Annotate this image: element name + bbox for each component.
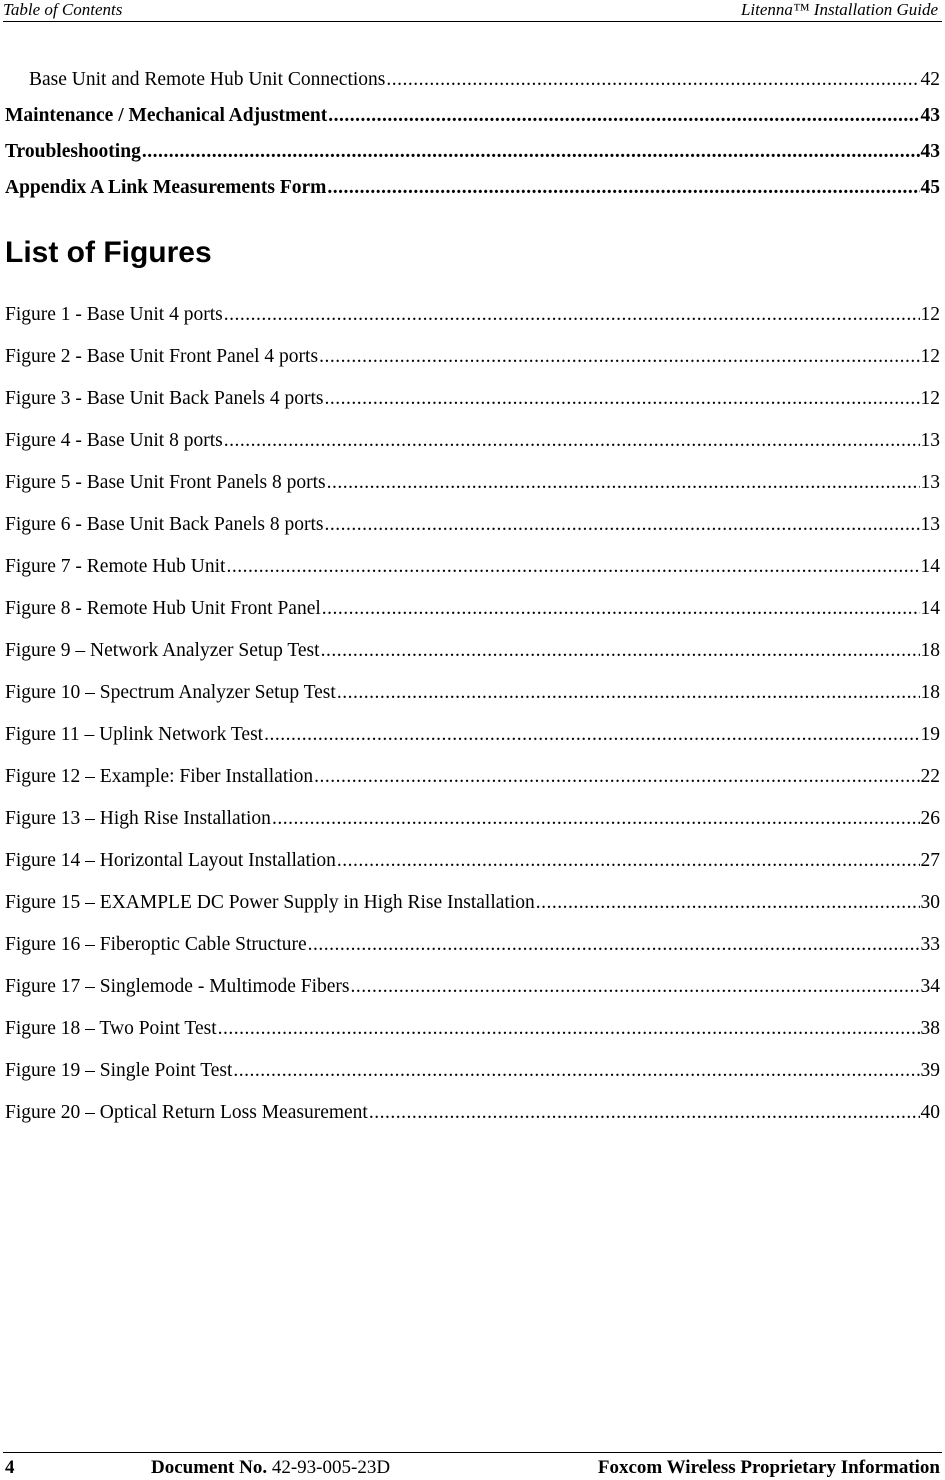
dot-leader — [327, 176, 919, 200]
toc-entry[interactable] — [5, 68, 940, 92]
dot-leader — [328, 104, 919, 128]
figure-entry-title: Figure 4 - Base Unit 8 ports — [5, 430, 223, 451]
proprietary-notice: Foxcom Wireless Proprietary Information — [597, 1457, 940, 1478]
figure-entry-title: Figure 1 - Base Unit 4 ports — [5, 304, 223, 325]
figure-entry[interactable] — [5, 1059, 940, 1083]
figure-entry-title: Figure 7 - Remote Hub Unit — [5, 556, 226, 577]
figure-entry[interactable] — [5, 303, 940, 327]
figure-entry[interactable] — [5, 849, 940, 873]
figure-entry-title: Figure 12 – Example: Fiber Installation — [5, 766, 314, 787]
figure-entry[interactable] — [5, 513, 940, 537]
toc-entry[interactable] — [5, 176, 940, 200]
dot-leader — [350, 975, 919, 999]
figure-entry[interactable] — [5, 471, 940, 495]
figure-entry-title: Figure 3 - Base Unit Back Panels 4 ports — [5, 388, 324, 409]
figure-entry-title: Figure 13 – High Rise Installation — [5, 808, 271, 829]
dot-leader — [272, 807, 920, 831]
figure-entry-page: 38 — [920, 1018, 940, 1039]
dot-leader — [369, 1101, 920, 1125]
figure-entry-page: 22 — [920, 766, 940, 787]
dot-leader — [322, 597, 920, 621]
figure-entry-title: Figure 20 – Optical Return Loss Measurement — [5, 1102, 368, 1123]
figure-entry[interactable] — [5, 639, 940, 663]
toc-entry-title: Maintenance / Mechanical Adjustment — [5, 105, 328, 126]
figure-entry-title: Figure 9 – Network Analyzer Setup Test — [5, 640, 320, 661]
toc-entry-page: 43 — [920, 105, 940, 126]
header-section-title: Table of Contents — [3, 0, 123, 19]
figure-entry[interactable] — [5, 975, 940, 999]
figure-entry-title: Figure 19 – Single Point Test — [5, 1060, 233, 1081]
toc-entry-title: Troubleshooting — [5, 141, 141, 162]
figure-entry-page: 27 — [920, 850, 940, 871]
document-number-label: Document No. — [151, 1457, 268, 1478]
dot-leader — [264, 723, 919, 747]
dot-leader — [337, 849, 920, 873]
dot-leader — [321, 639, 920, 663]
header-document-title: Litenna™ Installation Guide — [740, 0, 938, 19]
figure-entry[interactable] — [5, 429, 940, 453]
dot-leader — [224, 429, 920, 453]
toc-entry-title: Base Unit and Remote Hub Unit Connections — [29, 69, 386, 90]
figure-entry-title: Figure 2 - Base Unit Front Panel 4 ports — [5, 346, 319, 367]
dot-leader — [386, 68, 919, 92]
figure-entry-title: Figure 17 – Singlemode - Multimode Fibers — [5, 976, 350, 997]
figure-entry[interactable] — [5, 807, 940, 831]
toc-entry-page: 45 — [920, 177, 940, 198]
dot-leader — [536, 891, 920, 915]
figure-entry[interactable] — [5, 723, 940, 747]
figure-entry-title: Figure 11 – Uplink Network Test — [5, 724, 264, 745]
toc-entry[interactable] — [5, 104, 940, 128]
figure-entry[interactable] — [5, 1017, 940, 1041]
dot-leader — [226, 555, 919, 579]
figure-entry-page: 34 — [920, 976, 940, 997]
figure-entry-page: 26 — [920, 808, 940, 829]
dot-leader — [327, 471, 920, 495]
figure-entry-page: 39 — [920, 1060, 940, 1081]
dot-leader — [142, 140, 920, 164]
figure-entry-title: Figure 8 - Remote Hub Unit Front Panel — [5, 598, 321, 619]
figure-entry[interactable] — [5, 681, 940, 705]
figure-entry-title: Figure 15 – EXAMPLE DC Power Supply in High Rise Installation — [5, 892, 535, 913]
dot-leader — [218, 1017, 920, 1041]
figure-entry-page: 13 — [920, 472, 940, 493]
dot-leader — [337, 681, 920, 705]
dot-leader — [224, 303, 920, 327]
figure-entry[interactable] — [5, 933, 940, 957]
figure-entry-title: Figure 16 – Fiberoptic Cable Structure — [5, 934, 307, 955]
figure-entry-page: 14 — [920, 598, 940, 619]
toc-entry-title: Appendix A Link Measurements Form — [5, 177, 327, 198]
figure-entry[interactable] — [5, 1101, 940, 1125]
figure-entry-page: 18 — [920, 682, 940, 703]
dot-leader — [233, 1059, 919, 1083]
figure-entry[interactable] — [5, 345, 940, 369]
dot-leader — [308, 933, 920, 957]
figure-entry-page: 12 — [920, 346, 940, 367]
dot-leader — [324, 513, 919, 537]
figure-entry-title: Figure 18 – Two Point Test — [5, 1018, 217, 1039]
figure-entry-title: Figure 6 - Base Unit Back Panels 8 ports — [5, 514, 324, 535]
figure-entry-title: Figure 14 – Horizontal Layout Installation — [5, 850, 336, 871]
page-number: 4 — [5, 1457, 15, 1478]
figure-entry-page: 12 — [920, 388, 940, 409]
figure-entry[interactable] — [5, 765, 940, 789]
figure-entry-page: 19 — [920, 724, 940, 745]
figure-entry-title: Figure 5 - Base Unit Front Panels 8 ports — [5, 472, 326, 493]
figure-entry-page: 13 — [920, 430, 940, 451]
dot-leader — [314, 765, 919, 789]
toc-entry[interactable] — [5, 140, 940, 164]
figure-entry[interactable] — [5, 597, 940, 621]
dot-leader — [319, 345, 919, 369]
dot-leader — [324, 387, 919, 411]
figure-entry-title: Figure 10 – Spectrum Analyzer Setup Test — [5, 682, 336, 703]
figure-entry-page: 14 — [920, 556, 940, 577]
figure-entry[interactable] — [5, 555, 940, 579]
figure-entry-page: 40 — [920, 1102, 940, 1123]
figure-entry-page: 12 — [920, 304, 940, 325]
toc-entry-page: 42 — [920, 69, 940, 90]
figure-entry-page: 18 — [920, 640, 940, 661]
document-number — [151, 1456, 390, 1480]
figure-entry[interactable] — [5, 891, 940, 915]
toc-entry-page: 43 — [920, 141, 940, 162]
figure-entry-page: 30 — [920, 892, 940, 913]
figure-entry-page: 33 — [920, 934, 940, 955]
figure-entry[interactable] — [5, 387, 940, 411]
list-of-figures-heading: List of Figures — [5, 236, 212, 269]
figure-entry-page: 13 — [920, 514, 940, 535]
document-number-value: 42-93-005-23D — [271, 1457, 391, 1478]
page-header — [3, 0, 942, 22]
page-footer — [3, 1452, 942, 1479]
